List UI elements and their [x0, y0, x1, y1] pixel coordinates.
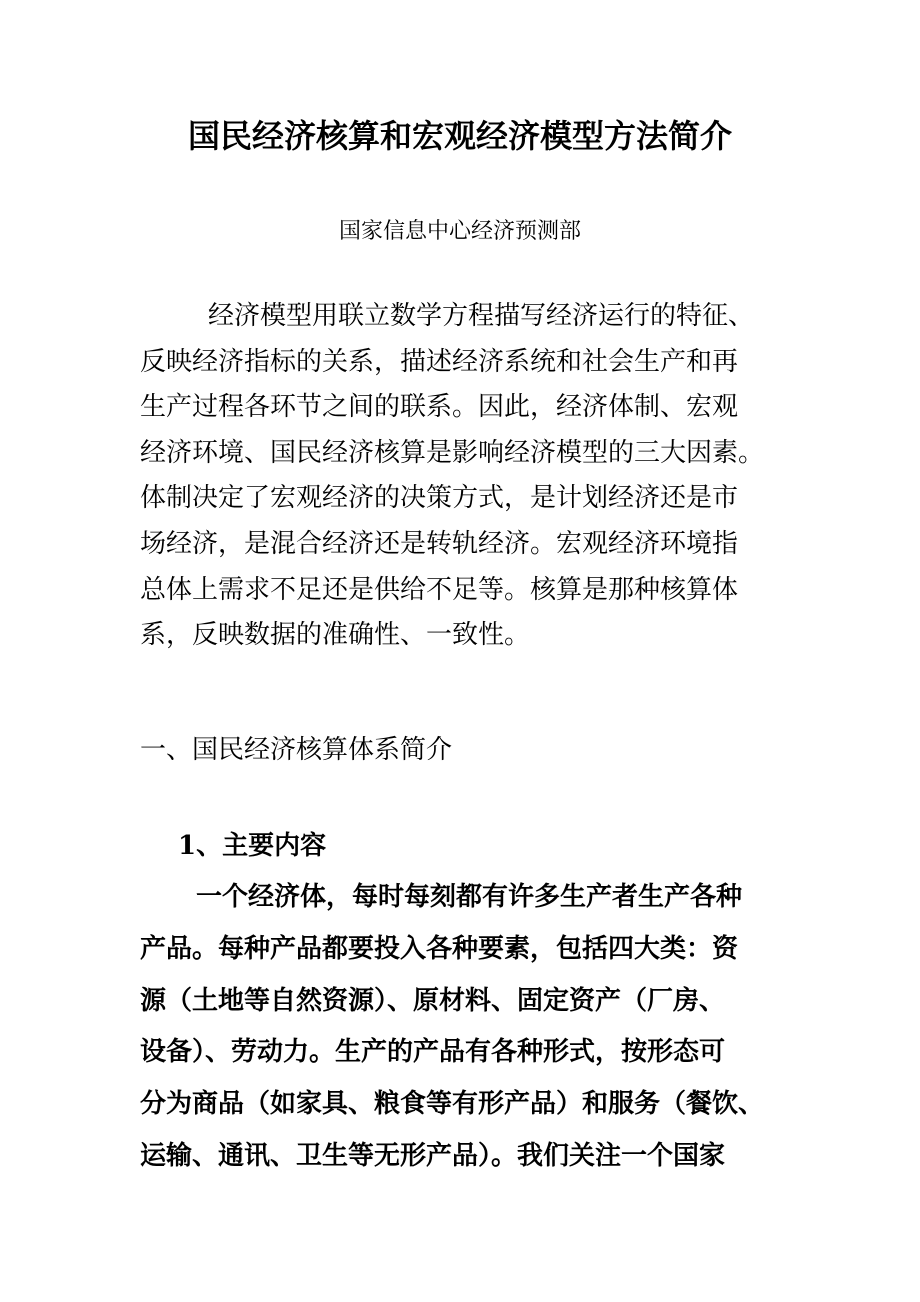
- subsection-line: 分为商品（如家具、粮食等有形产品）和服务（餐饮、: [140, 1089, 765, 1120]
- intro-paragraph: [140, 294, 790, 659]
- intro-line: 经济环境、国民经济核算是影响经济模型的三大因素。: [140, 437, 765, 468]
- subsection-line: 设备）、劳动力。生产的产品有各种形式，按形态可: [140, 1037, 726, 1068]
- intro-line: 总体上需求不足还是供给不足等。核算是那种核算体: [140, 574, 739, 605]
- subsection-line: 源（土地等自然资源）、原材料、固定资产（厂房、: [140, 985, 726, 1016]
- intro-line: 场经济，是混合经济还是转轨经济。宏观经济环境指: [140, 528, 739, 559]
- section-heading: 一、国民经济核算体系简介: [140, 735, 453, 765]
- subsection-line: 一个经济体，每时每刻都有许多生产者生产各种: [196, 882, 743, 912]
- intro-line: 生产过程各环节之间的联系。因此，经济体制、宏观: [140, 392, 739, 423]
- subsection-line: 产品。每种产品都要投入各种要素，包括四大类：资: [140, 933, 739, 964]
- document-author: 国家信息中心经济预测部: [338, 219, 581, 244]
- subsection-heading: 1、主要内容: [178, 831, 327, 861]
- subsection-paragraph: [140, 872, 790, 1183]
- intro-line: 反映经济指标的关系，描述经济系统和社会生产和再: [140, 346, 739, 377]
- intro-line: 体制决定了宏观经济的决策方式，是计划经济还是市: [140, 483, 739, 514]
- subsection-line: 运输、通讯、卫生等无形产品）。我们关注一个国家: [140, 1140, 726, 1171]
- document-title: 国民经济核算和宏观经济模型方法简介: [187, 117, 732, 155]
- intro-line: 系，反映数据的准确性、一致性。: [140, 620, 531, 651]
- intro-line: 经济模型用联立数学方程描写经济运行的特征、: [208, 301, 755, 331]
